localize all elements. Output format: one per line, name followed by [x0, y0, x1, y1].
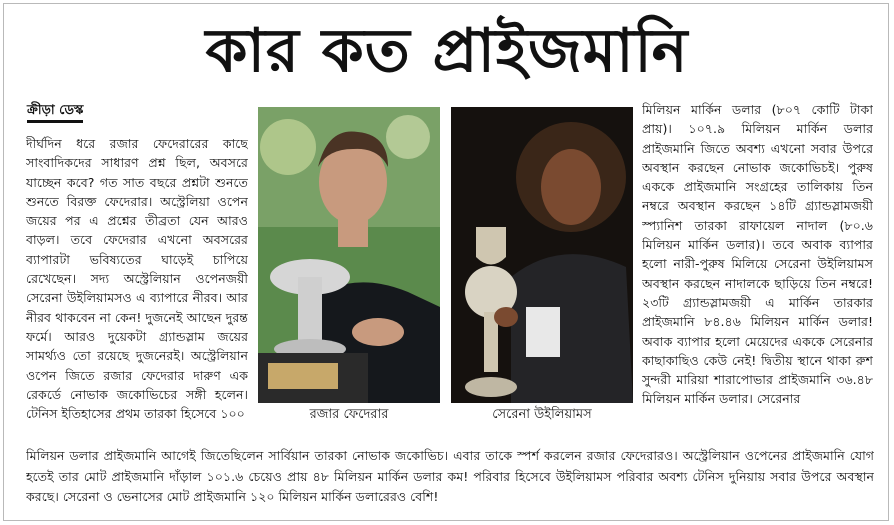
byline: ক্রীড়া ডেস্ক — [27, 103, 83, 123]
caption-serena-williams: সেরেনা উইলিয়ামস — [492, 407, 592, 422]
article-column-right: মিলিয়ন মার্কিন ডলার (৮০৭ কোটি টাকা প্রায়)। ১০৭.৯ মিলিয়ন মার্কিন ডলার প্রাইজমানি জিতে অবশ্য এখনো সবার উপরে অবস্থান করছেন নোভাক জকোভিচই। পুরুষ এককে প্রাইজমানি সংগ্রহের তালিকায় তিন নম্বরে অবস্থান করছেন ১৪টি গ্র্যান্ডস্লামজয়ী স্প্যানিশ তারকা রাফায়েল নাদাল (৮০.৬ মিলিয়ন মার্কিন ডলার)। তবে অবাক ব্যাপার হলো নারী-পুরুষ মিলিয়ে সেরেনা উইলিয়ামস অবস্থান করছেন নাদালকে ছাড়িয়ে তিন নম্বরে! ২৩টি গ্র্যান্ডস্লামজয়ী এ মার্কিন তারকার প্রাইজমানি ৮৪.৪৬ মিলিয়ন মার্কিন ডলার! অবাক ব্যাপার হলো মেয়েদের এককে সেরেনার কাছাকাছিও কেউ নেই! দ্বিতীয় স্থানে থাকা রুশ সুন্দরী মারিয়া শারাপোভার প্রাইজমানি ৩৬.৪৮ মিলিয়ন মার্কিন ডলার। সেরেনার — [642, 102, 873, 407]
article-bottom-left-text: মিলিয়ন ডলার প্রাইজমানি আগেই জিতেছিলেন সার্বিয়ান তারকা নোভাক জকোভিচ। এবার তাকে স্পর্শ করলেন রজার ফেদেরারও। অস্ট্রেলিয়ান ওপেনের প্রাইজমানি যোগ হতেই তার মোট প্রাইজমানি দাঁড়াল ১০১.৬ — [26, 448, 874, 484]
roger-photo-illustration — [258, 107, 440, 403]
article-bottom-band — [26, 446, 874, 518]
article-bottom-right-text: চেয়েও প্রায় ৪৮ মিলিয়ন মার্কিন ডলার কম! পরিবার হিসেবে উইলিয়ামস পরিবার অবশ্য টেনিস দুনিয়ায় সবার উপরে অবস্থান করছে। সেরেনা ও ভেনাসের মোট প্রাইজমানি ১২০ মিলিয়ন মার্কিন ডলারেরও বেশি! — [26, 468, 874, 504]
headline: কার কত প্রাইজমানি — [205, 16, 689, 86]
serena-photo-illustration — [451, 107, 633, 403]
photo-serena-williams — [451, 107, 633, 403]
caption-roger-federer: রজার ফেদেরার — [309, 407, 389, 422]
article-column-left: দীর্ঘদিন ধরে রজার ফেদেরারের কাছে সাংবাদিকদের সাধারণ প্রশ্ন ছিল, অবসরে যাচ্ছেন কবে? গত সাত বছরে প্রশ্নটা শুনতে শুনতে বিরক্ত ফেদেরার। অস্ট্রেলিয়া ওপেন জয়ের পর এ প্রশ্নের তীব্রতা যেন আরও বাড়ল। তবে ফেদেরার এখনো অবসরের ব্যাপারটা ভবিষ্যতের ঘাড়েই চাপিয়ে রেখেছেন। সদ্য অস্ট্রেলিয়ান ওপেনজয়ী সেরেনা উইলিয়ামসও এ ব্যাপারে নীরব। আর নীরব থাকবেন না কেন! দুজনেই আছেন দুরন্ত ফর্মে। আরও দুয়েকটা গ্র্যান্ডস্লাম জয়ের সামর্থ্যও তো রয়েছে দুজনেরই। অস্ট্রেলিয়ান ওপেন জিতে রজার ফেদেরার দারুণ এক রেকর্ডে নোভাক জকোভিচের সঙ্গী হলেন। টেনিস ইতিহাসের প্রথম তারকা হিসেবে ১০০ — [26, 136, 248, 422]
photo-roger-federer — [258, 107, 440, 403]
